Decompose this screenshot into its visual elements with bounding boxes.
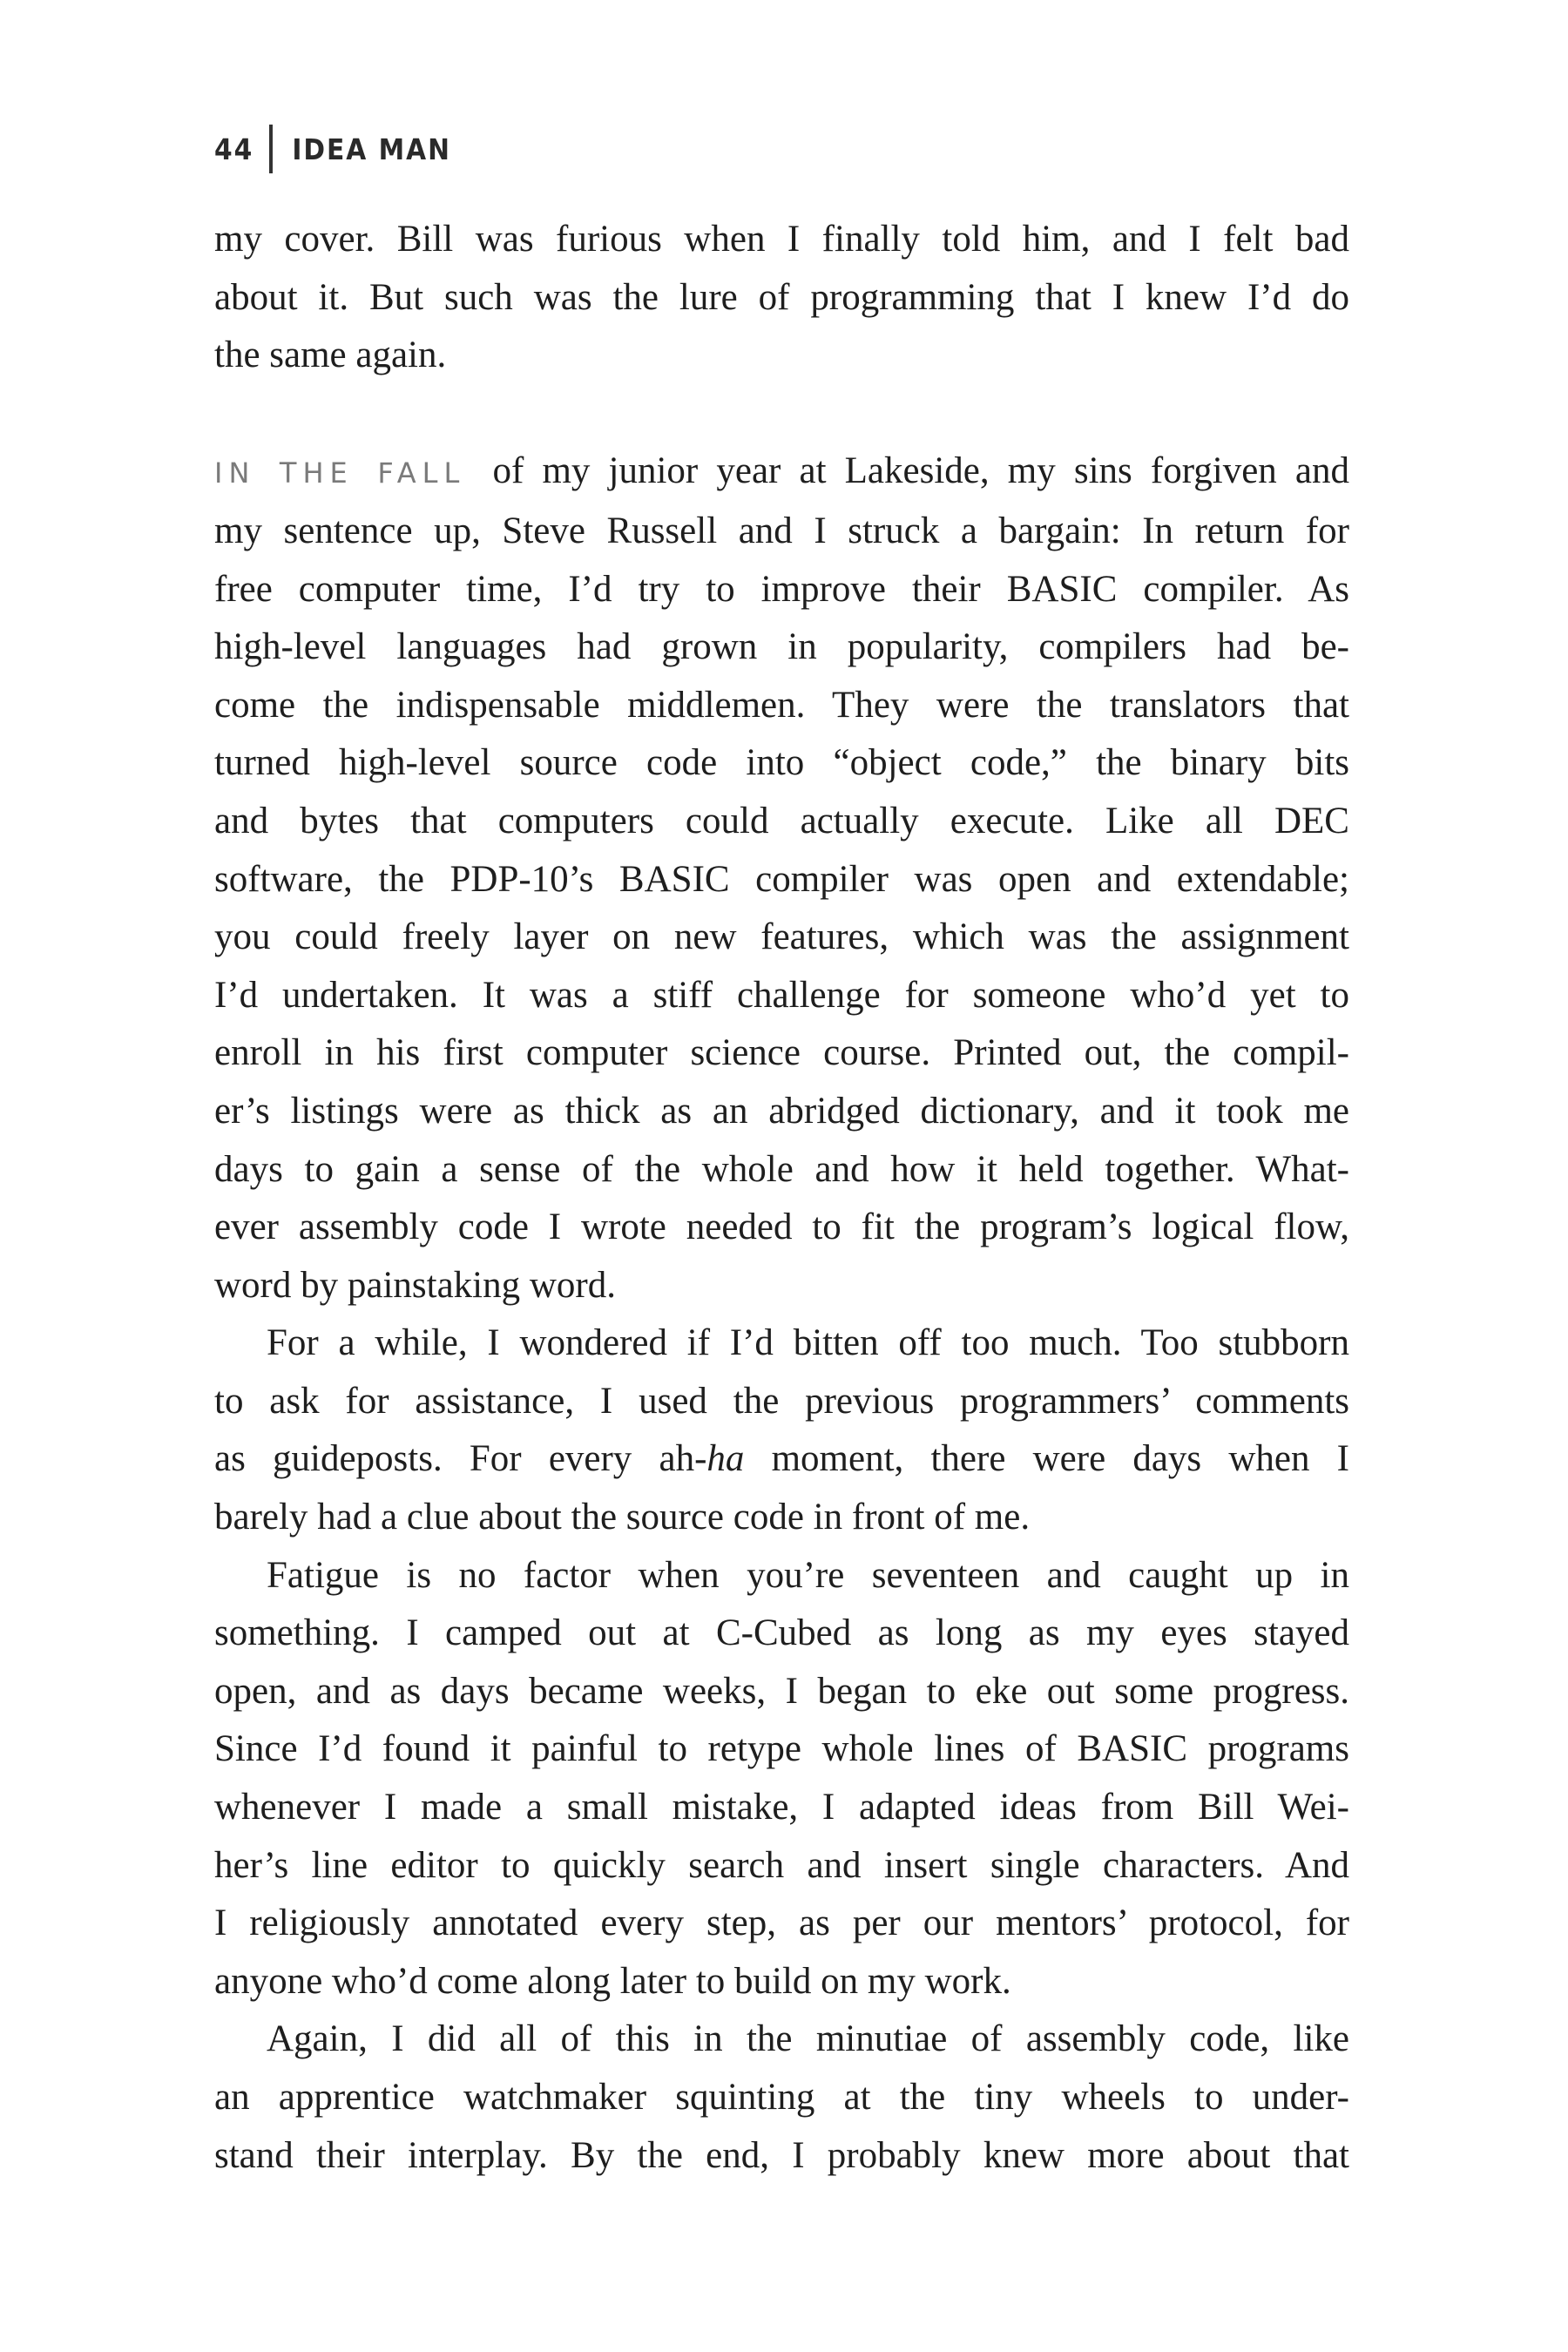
paragraph xyxy=(214,1547,1349,2011)
text-line: software, the PDP-10’s BASIC compiler was open and extendable; xyxy=(214,858,1349,900)
text-line: her’s line editor to quickly search and insert single characters. And xyxy=(214,1844,1349,1886)
page-number: 44 xyxy=(214,132,254,166)
text-line: word by painstaking word. xyxy=(214,1264,616,1306)
text-line: to ask for assistance, I used the previous programmers’ comments xyxy=(214,1380,1349,1422)
text-line: high-level languages had grown in popularity, compilers had be- xyxy=(214,626,1349,668)
section-break xyxy=(214,385,1349,443)
text-fragment: of my junior year at Lakeside, my sins forgiven and xyxy=(492,450,1350,492)
text-line: barely had a clue about the source code in front of me. xyxy=(214,1497,1031,1538)
text-line: about it. But such was the lure of programming that I knew I’d do xyxy=(214,276,1349,318)
text-line: stand their interplay. By the end, I probably knew more about that xyxy=(214,2134,1349,2176)
header-divider xyxy=(269,125,273,173)
italic-emphasis: ha xyxy=(706,1438,745,1480)
text-line: Fatigue is no factor when you’re seventeen and caught up in xyxy=(267,1554,1349,1596)
text-line: the same again. xyxy=(214,335,447,376)
text-line: come the indispensable middlemen. They were the translators that xyxy=(214,684,1349,726)
paragraph xyxy=(214,2011,1349,2185)
text-line: I religiously annotated every step, as per our mentors’ protocol, for xyxy=(214,1903,1349,1944)
text-line: whenever I made a small mistake, I adapted ideas from Bill Wei- xyxy=(214,1787,1349,1828)
text-line: Again, I did all of this in the minutiae of assembly code, like xyxy=(267,2018,1349,2060)
paragraph xyxy=(214,1315,1349,1546)
text-line: Since I’d found it painful to retype whole lines of BASIC programs xyxy=(214,1728,1349,1770)
book-title: IDEA MAN xyxy=(292,132,451,166)
text-line: an apprentice watchmaker squinting at the tiny wheels to under- xyxy=(214,2077,1349,2118)
paragraph xyxy=(214,443,1349,1315)
text-line: enroll in his first computer science course. Printed out, the compil- xyxy=(214,1032,1349,1074)
text-line: open, and as days became weeks, I began to eke out some progress. xyxy=(214,1670,1349,1712)
text-line: and bytes that computers could actually execute. Like all DEC xyxy=(214,800,1349,841)
text-fragment: as guideposts. For every ah- xyxy=(214,1438,707,1480)
text-line: er’s listings were as thick as an abridged dictionary, and it took me xyxy=(214,1090,1349,1132)
paragraph xyxy=(214,211,1349,385)
text-fragment: moment, there were days when I xyxy=(744,1438,1349,1480)
text-line: something. I camped out at C-Cubed as long as my eyes stayed xyxy=(214,1612,1349,1654)
text-line: ever assembly code I wrote needed to fit the program’s logical flow, xyxy=(214,1206,1349,1248)
text-line: free computer time, I’d try to improve their BASIC compiler. As xyxy=(214,568,1349,610)
section-lead-in: IN THE FALL xyxy=(214,456,466,490)
text-line: turned high-level source code into “object code,” the binary bits xyxy=(214,742,1349,784)
text-line: For a while, I wondered if I’d bitten off too much. Too stubborn xyxy=(267,1322,1349,1364)
text-line: you could freely layer on new features, which was the assignment xyxy=(214,916,1349,958)
text-line: anyone who’d come along later to build on my work. xyxy=(214,1960,1011,2002)
body-text xyxy=(214,211,1349,2185)
running-head xyxy=(214,124,451,174)
text-line: my cover. Bill was furious when I finally told him, and I felt bad xyxy=(214,219,1349,260)
text-line xyxy=(214,1430,1349,1489)
text-line: I’d undertaken. It was a stiff challenge for someone who’d yet to xyxy=(214,974,1349,1016)
text-line xyxy=(214,443,1349,503)
text-line: my sentence up, Steve Russell and I struck a bargain: In return for xyxy=(214,510,1349,551)
text-line: days to gain a sense of the whole and how it held together. What- xyxy=(214,1148,1349,1190)
